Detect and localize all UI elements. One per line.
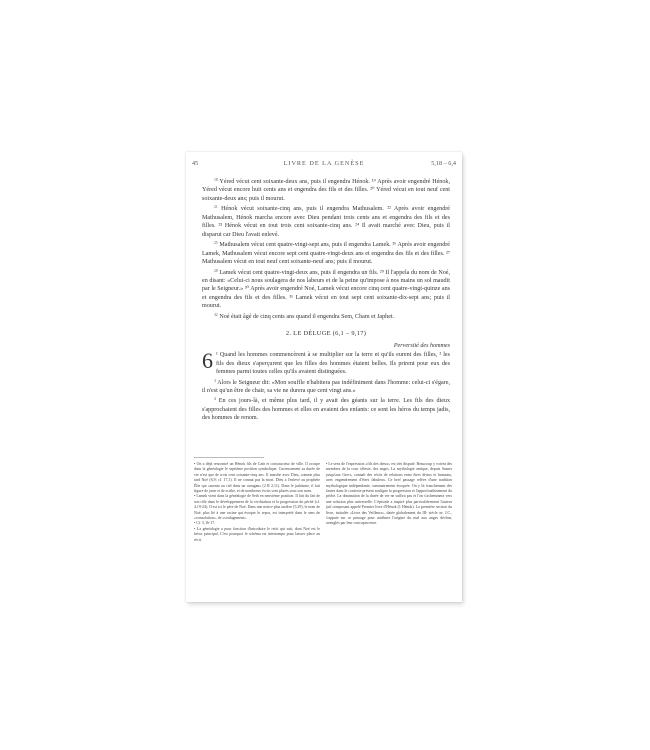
chapter-number: 6: [202, 348, 213, 374]
footnote-divider: [194, 457, 264, 458]
main-text: [202, 176, 450, 423]
verse-number: 28: [214, 268, 218, 273]
running-title: LIVRE DE LA GENÈSE: [283, 160, 365, 167]
verse-text: En ces jours-là, et même plus tard, il y avait des géants sur la terre. Les fils des dieux s'approchaient des filles des hommes et elles en avaient des enfants: ce sont les héros du temps jadis, des hommes de renom.: [202, 398, 450, 422]
verse-number: 18: [214, 178, 218, 182]
footnote: • Lamek vient dans la généalogie de Seth en neuvième position. Il fait du fait de son rôle dans le développement de la civilisation et la progression du péché (cf. 4,19-24). Il est ici le père de Noé. Dans une notice plus tardive (5,29), le nom de Noé, plus lié à une racine qui évoque le repos, est interprété dans le sens de «consolation», de «soulagement».: [194, 494, 320, 521]
page-header: [192, 160, 456, 170]
verse: [202, 348, 450, 376]
verse: [202, 239, 450, 266]
verse-text: Alors le Seigneur dit: «Mon souffle n'habitera pas indéfiniment dans l'homme: celui-ci s'égare, il n'est qu'un être de chair, sa vie ne durera que cent vingt ans.»: [202, 379, 451, 394]
verse: [202, 176, 450, 203]
verse: [202, 377, 450, 396]
footnote: • On a déjà rencontré un Hénok fils de Caïn et constructeur de ville. Il occupe dans la généalogie le septième position symbolique. Curieusement sa durée de vie n'est que de trois cent soixante-cinq ans. Il marche avec Dieu, comme plus tard Noé (6,9; cf. 17,1). Il ne connut pas la mort. Dieu a l'enlevé au prophète Élie qui «monta au ciel dans un ouragan» (2 R 2,11). Dans le judaïsme, il fait figure de juste et de scribe, et de nombreux écrits sont placés sous son nom.: [194, 462, 320, 494]
verse: [202, 395, 450, 422]
verse: [202, 311, 450, 321]
verse-text: Mathusalem vécut cent quatre-vingt-sept ans, puis il engendra Lamek. ²⁶ Après avoir engendré Lamek, Mathusalem vécut encore sept cent quatre-vingt-deux ans et engendra des fils et des filles. ²⁷ Mathusalem vécut en tout neuf cent soixante-neuf ans; puis il mourut.: [202, 242, 450, 266]
footnote: • La généalogie a pour fonction d'introduire le récit qui suit, dont Noé est le héros principal. C'est pourquoi le schéma est interrompu pour laisser place au récit.: [194, 526, 320, 542]
verse-number: 32: [214, 312, 218, 317]
footnote: • Cf. 5,16-17.: [194, 521, 216, 526]
footnotes-right-column: [326, 462, 452, 543]
section-title: 2. LE DÉLUGE (6,1 – 9,17): [285, 330, 367, 338]
verse: [202, 267, 450, 311]
book-page: [186, 152, 462, 602]
page-number: 45: [192, 160, 199, 167]
verse-number: 3: [214, 378, 216, 383]
verse-text: Noé était âgé de cinq cents ans quand il engendra Sem, Cham et Japhet.: [219, 313, 395, 320]
section-subtitle: Perversité des hommes: [393, 342, 450, 349]
verse-number: 21: [214, 205, 218, 210]
verse-number: 4: [214, 397, 216, 402]
footnote: • Le sens de l'expression «fils des dieux» est très disputé. Beaucoup y voient des membres de la cour céleste, des anges. La mythologie antique, depuis Sumer jusqu'aux Grecs, connaît des récits de relations entre êtres divins et humains, avec engendrement d'êtres fabuleux. Ce bref passage relève d'une tradition mythologique indépendante, sommairement évoquée. On y lit franchement des fautes dans le contexte présent souligne la progression et l'approfondissement du péché. La diminution de la durée de vie ne suffira pas et l'on s'acheminera vers une solution plus universelle. L'épisode a inspiré plus particulièrement l'auteur juif composant appelé Premier livre d'Hénok (1 Hénok). La première section du livre, intitulée «Livre des Veilleurs», datée globalement du IIIᵉ siècle av. J.C., s'appuie sur ce passage pour attribuer l'origine du mal aux anges déchus, aveuglés par leur concupiscence.: [326, 462, 452, 526]
footnotes: [194, 462, 452, 543]
verse-text: ¹ Quand les hommes commencèrent à se multiplier sur la terre et qu'ils eurent des filles, ² les fils des dieux s'aperçurent que les filles des hommes étaient belles. Ils prirent pour eux des femmes parmi toutes celles qu'ils avaient distinguées.: [216, 352, 450, 376]
verse-number: 25: [214, 241, 218, 246]
chapter-reference: 5,18 – 6,4: [431, 160, 456, 167]
verse-text: Lamek vécut cent quatre-vingt-deux ans, puis il engendra un fils. ²⁹ Il l'appela du nom de Noé, en disant: «Celui-ci nous soulagera de nos labeurs et de la peine qu'impose à nos mains un sol maudit par le Seigneur.» ³⁰ Après avoir engendré Noé, Lamek vécut encore cinq cent quatre-vingt-quinze ans et engendra des fils et des filles. ³¹ Lamek vécut en tout sept cent soixante-dix-sept ans; puis il mourut.: [202, 269, 450, 310]
verse-text: Yéred vécut cent soixante-deux ans, puis il engendra Hénok. ¹⁹ Après avoir engendré Hénok, Yéred vécut encore huit cents ans et engendra des fils et des filles. ²⁰ Yéred vécut en tout neuf cent soixante-deux ans; puis il mourut.: [202, 179, 450, 202]
verse: [202, 203, 450, 239]
verse-text: Hénok vécut soixante-cinq ans, puis il engendra Mathusalem. ²² Après avoir engendré Mathusalem, Hénok marcha encore avec Dieu pendant trois cents ans et engendra des fils et des filles. ²³ Hénok vécut en tout trois cent soixante-cinq ans. ²⁴ Il avait marché avec Dieu, puis il disparut car Dieu l'avait enlevé.: [202, 206, 450, 238]
footnotes-left-column: [194, 462, 320, 543]
